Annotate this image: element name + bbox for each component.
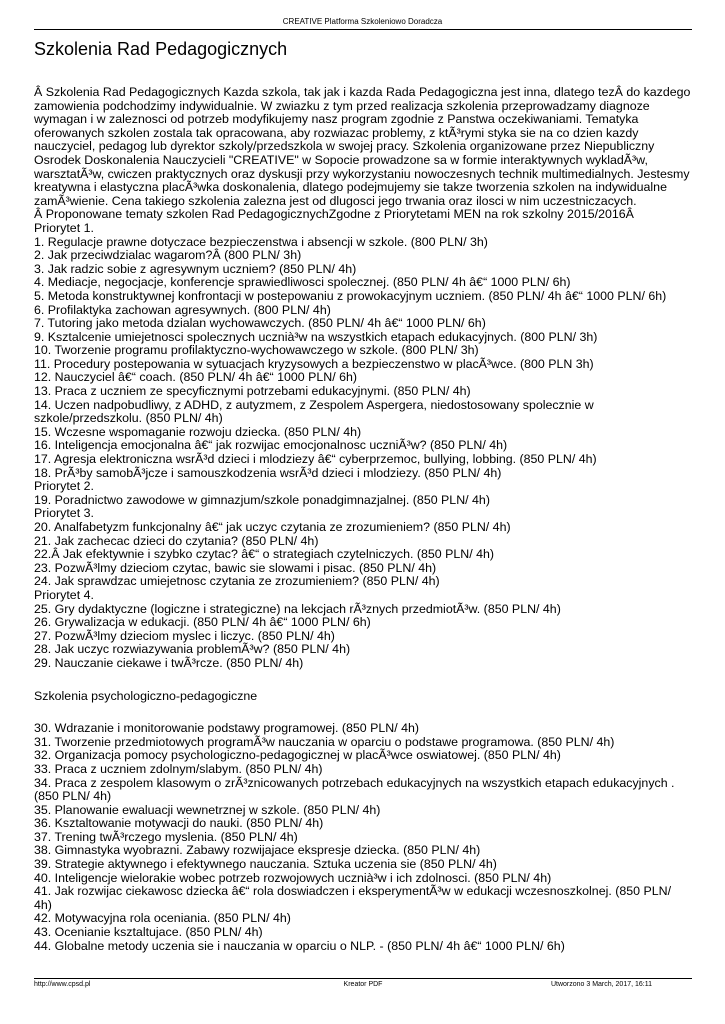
list-item: 10. Tworzenie programu profilaktyczno-wychowawczego w szkole. (800 PLN/ 3h) (34, 343, 479, 358)
list-item: 3. Jak radzic sobie z agresywnym uczniem? (850 PLN/ 4h) (34, 261, 357, 276)
footer-url-link[interactable]: http://www.cpsd.pl (34, 981, 91, 988)
list-item: 43. Ocenianie ksztaltujace. (850 PLN/ 4h) (34, 925, 263, 940)
list-item: 40. Inteligencje wielorakie wobec potrzeb rozwojowych ucznià³w i ich zdolnosci. (850 PLN/ 4h) (34, 870, 552, 885)
list-item: 19. Poradnictwo zawodowe w gimnazjum/szkole ponadgimnazjalnej. (850 PLN/ 4h) (34, 492, 490, 507)
list-item: 44. Globalne metody uczenia sie i nauczania w oparciu o NLP. - (850 PLN/ 4h â€“ 1000 PLN/ 6h) (34, 938, 565, 953)
list-item: 38. Gimnastyka wyobrazni. Zabawy rozwijajace ekspresje dziecka. (850 PLN/ 4h) (34, 843, 481, 858)
list-item: 1. Regulacje prawne dotyczace bezpieczenstwa i absencji w szkole. (800 PLN/ 3h) (34, 234, 488, 249)
list-item: 16. Inteligencja emocjonalna â€“ jak rozwijac emocjonalnosc uczniÃ³w? (850 PLN/ 4h) (34, 438, 508, 453)
psych-list (34, 722, 692, 953)
priority-2-heading: Priorytet 2. (34, 479, 94, 494)
priority-1-list (34, 236, 692, 481)
psych-section-heading: Szkolenia psychologiczno-pedagogiczne (34, 688, 258, 703)
list-item: 26. Grywalizacja w edukacji. (850 PLN/ 4h â€“ 1000 PLN/ 6h) (34, 615, 371, 630)
list-item: 15. Wczesne wspomaganie rozwoju dziecka. (850 PLN/ 4h) (34, 424, 362, 439)
intro-paragraph: Â Szkolenia Rad Pedagogicznych Kazda szkola, tak jak i kazda Rada Pedagogiczna jest inna, dlatego tezÂ do kazdego zamowienia podchodzimy indywidualnie. W zwiazku z tym przed realizacja szkolenia przeprowadzamy diagnoze wymagan i w zaleznosci od potrzeb modyfikujemy nasz program zgodnie z Panstwa oczekiwaniami. Tematyka oferowanych szkolen zostala tak opracowana, aby rozwiazac problemy, z ktÃ³rymi styka sie na co dzien kazdy nauczyciel, pedagog lub dyrektor szkoly/przedszkola w swojej pracy. Szkolenia organizowane przez Niepubliczny Osrodek Doskonalenia Nauczycieli "CREATIVE" w Sopocie prowadzone sa w formie interaktywnych wykladÃ³w, warsztatÃ³w, cwiczen praktycznych oraz dyskusji przy wykorzystaniu nowoczesnych technik multimedialnych. Jestesmy kreatywna i elastyczna placÃ³wka doskonalenia, dlatego podejmujemy sie takze tworzenia szkolen na indywidualne zamÃ³wienie. Cena takiego szkolenia zalezna jest od dlugosci jego trwania oraz ilosci w nim uczestniczacych. (34, 85, 691, 208)
list-item: 28. Jak uczyc rozwiazywania problemÃ³w? (850 PLN/ 4h) (34, 642, 351, 657)
list-item: 33. Praca z uczniem zdolnym/slabym. (850 PLN/ 4h) (34, 761, 323, 776)
list-item: 24. Jak sprawdzac umiejetnosc czytania ze zrozumieniem? (850 PLN/ 4h) (34, 574, 440, 589)
list-item: 18. PrÃ³by samobÃ³jcze i samouszkodzenia wsrÃ³d dzieci i mlodziezy. (850 PLN/ 4h) (34, 465, 502, 480)
page-header (0, 17, 725, 27)
list-item: 29. Nauczanie ciekawe i twÃ³rcze. (850 PLN/ 4h) (34, 655, 304, 670)
list-item: 39. Strategie aktywnego i efektywnego nauczania. Sztuka uczenia sie (850 PLN/ 4h) (34, 857, 497, 872)
site-title: CREATIVE Platforma Szkoleniowo Doradcza (282, 17, 443, 26)
priority-1-heading: Priorytet 1. (34, 220, 94, 235)
priority-4-heading: Priorytet 4. (34, 587, 94, 602)
list-item: 11. Procedury postepowania w sytuacjach kryzysowych a bezpieczenstwo w placÃ³wce. (800 PLN 3h) (34, 356, 594, 371)
page-footer (34, 978, 692, 988)
list-item: 9. Ksztalcenie umiejetnosci spolecznych ucznià³w na wszystkich etapach edukacyjnych. (800 PLN/ 3h) (34, 329, 598, 344)
footer-generator: Kreator PDF (343, 981, 383, 988)
list-item: 5. Metoda konstruktywnej konfrontacji w postepowaniu z prowokacyjnym uczniem. (850 PLN/ 4h â€“ 1000 PLN/ 6h) (34, 288, 667, 303)
list-item: 23. PozwÃ³lmy dzieciom czytac, bawic sie slowami i pisac. (850 PLN/ 4h) (34, 560, 437, 575)
list-item: 31. Tworzenie przedmiotowych programÃ³w nauczania w oparciu o podstawe programowa. (850 PLN/ 4h) (34, 734, 615, 749)
list-item: 35. Planowanie ewaluacji wewnetrznej w szkole. (850 PLN/ 4h) (34, 802, 381, 817)
topics-intro: Â Proponowane tematy szkolen Rad PedagogicznychZgodne z Priorytetami MEN na rok szkolny 2015/2016Â (34, 207, 634, 222)
list-item: 21. Jak zachecac dzieci do czytania? (850 PLN/ 4h) (34, 533, 319, 548)
priority-3-list (34, 521, 692, 589)
header-divider (34, 29, 692, 30)
list-item: 41. Jak rozwijac ciekawosc dziecka â€“ rola doswiadczen i eksperymentÃ³w w edukacji wczesnoszkolnej. (850 PLN/ 4h) (34, 884, 672, 912)
list-item: 7. Tutoring jako metoda dzialan wychowawczych. (850 PLN/ 4h â€“ 1000 PLN/ 6h) (34, 316, 486, 331)
list-item: 42. Motywacyjna rola oceniania. (850 PLN/ 4h) (34, 911, 291, 926)
list-item: 20. Analfabetyzm funkcjonalny â€“ jak uczyc czytania ze zrozumieniem? (850 PLN/ 4h) (34, 520, 511, 534)
priority-2-list (34, 494, 692, 508)
list-item: 12. Nauczyciel â€“ coach. (850 PLN/ 4h â€“ 1000 PLN/ 6h) (34, 370, 358, 385)
list-item: 32. Organizacja pomocy psychologiczno-pedagogicznej w placÃ³wce oswiatowej. (850 PLN/ 4h) (34, 748, 561, 763)
list-item: 22.Â Jak efektywnie i szybko czytac? â€“ o strategiach czytelniczych. (850 PLN/ 4h) (34, 547, 495, 562)
priority-3-heading: Priorytet 3. (34, 506, 94, 521)
list-item: 25. Gry dydaktyczne (logiczne i strategiczne) na lekcjach rÃ³znych przedmiotÃ³w. (850 PLN/ 4h) (34, 601, 561, 616)
article-body (34, 86, 692, 953)
list-item: 30. Wdrazanie i monitorowanie podstawy programowej. (850 PLN/ 4h) (34, 721, 419, 736)
list-item: 37. Trening twÃ³rczego myslenia. (850 PLN/ 4h) (34, 829, 298, 844)
list-item: 14. Uczen nadpobudliwy, z ADHD, z autyzmem, z Zespolem Aspergera, niedostosowany spolecznie w szkole/przedszkolu. (850 PLN/ 4h) (34, 397, 594, 426)
priority-4-list (34, 603, 692, 671)
page-title: Szkolenia Rad Pedagogicznych (34, 39, 288, 59)
list-item: 2. Jak przeciwdzialac wagarom?Â (800 PLN/ 3h) (34, 248, 302, 263)
list-item: 36. Ksztaltowanie motywacji do nauki. (850 PLN/ 4h) (34, 816, 324, 831)
list-item: 27. PozwÃ³lmy dzieciom myslec i liczyc. (850 PLN/ 4h) (34, 628, 335, 643)
list-item: 34. Praca z zespolem klasowym o zrÃ³znicowanych potrzebach edukacyjnych na wszystkich etapach edukacyjnych . (850 PLN/ 4h) (34, 775, 675, 804)
footer-created-date: Utworzono 3 March, 2017, 16:11 (550, 981, 652, 988)
list-item: 17. Agresja elektroniczna wsrÃ³d dzieci i mlodziezy â€“ cyberprzemoc, bullying, lobbing. (850 PLN/ 4h) (34, 452, 597, 467)
list-item: 4. Mediacje, negocjacje, konferencje sprawiedliwosci spolecznej. (850 PLN/ 4h â€“ 1000 PLN/ 6h) (34, 275, 571, 290)
list-item: 13. Praca z uczniem ze specyficznymi potrzebami edukacyjnymi. (850 PLN/ 4h) (34, 384, 471, 399)
list-item: 6. Profilaktyka zachowan agresywnych. (800 PLN/ 4h) (34, 302, 331, 317)
